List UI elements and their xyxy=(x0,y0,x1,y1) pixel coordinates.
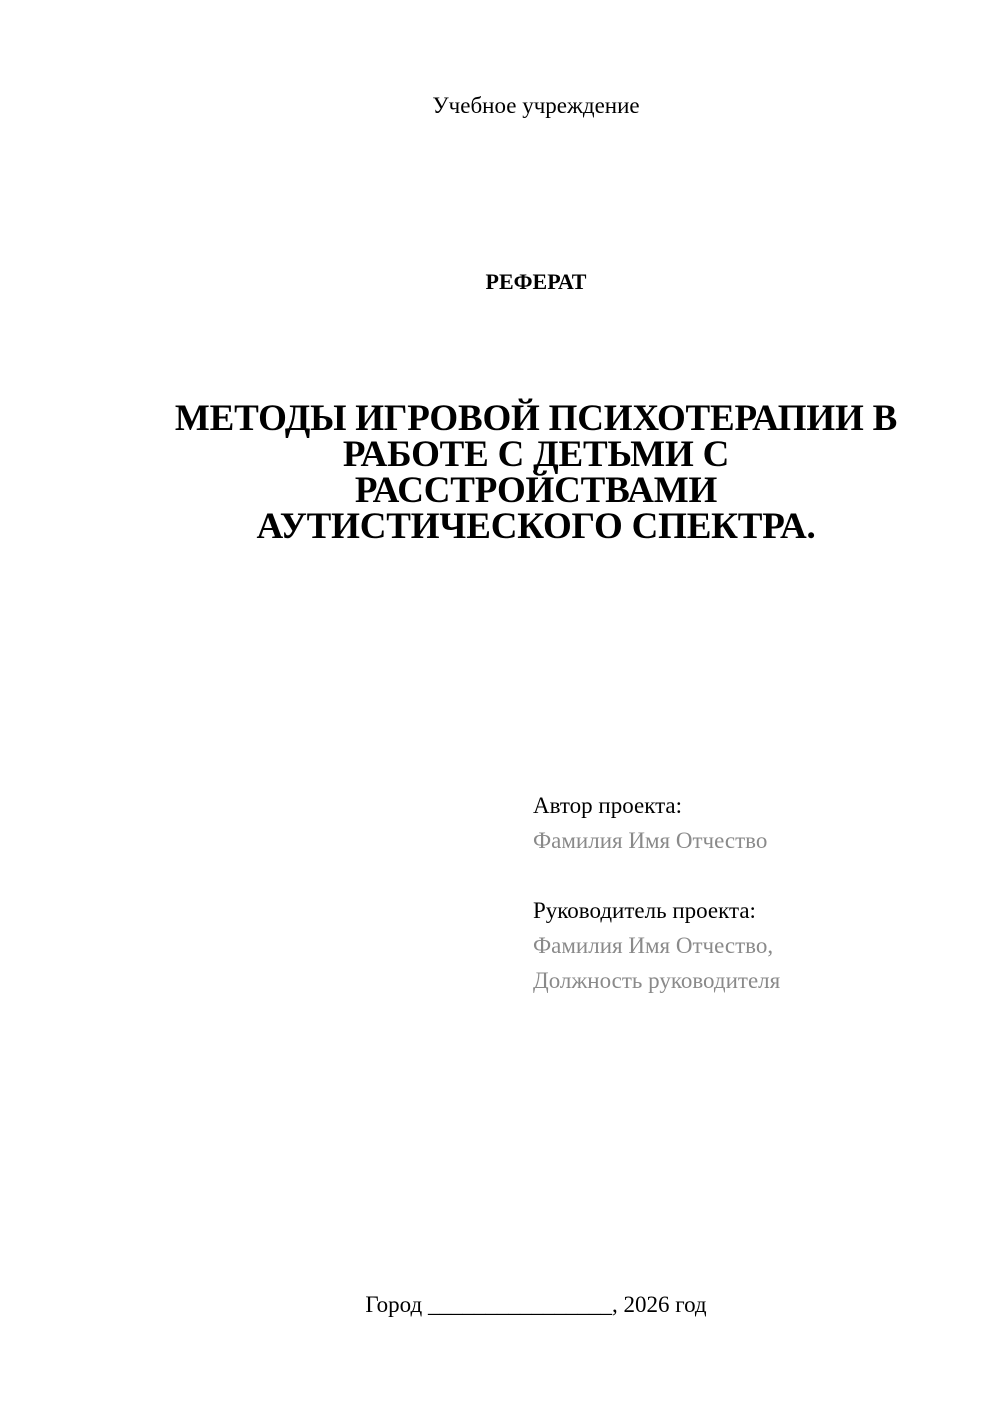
title-line: МЕТОДЫ ИГРОВОЙ ПСИХОТЕРАПИИ В xyxy=(174,398,898,439)
credits-block xyxy=(533,788,973,998)
title-line: АУТИСТИЧЕСКОГО СПЕКТРА. xyxy=(256,506,816,547)
document-title xyxy=(136,398,936,547)
supervisor-position: Должность руководителя xyxy=(533,968,781,993)
supervisor-name: Фамилия Имя Отчество, xyxy=(533,933,774,958)
title-line: РАБОТЕ С ДЕТЬМИ С xyxy=(342,434,730,475)
author-label: Автор проекта: xyxy=(533,793,682,818)
document-type-label: РЕФЕРАТ xyxy=(485,269,587,294)
institution-name: Учебное учреждение xyxy=(432,93,640,118)
supervisor-label: Руководитель проекта: xyxy=(533,898,756,923)
city-year-line: Город ________________, 2026 год xyxy=(365,1292,707,1317)
author-name: Фамилия Имя Отчество xyxy=(533,828,768,853)
spacer xyxy=(533,858,973,893)
title-line: РАССТРОЙСТВАМИ xyxy=(354,470,718,511)
